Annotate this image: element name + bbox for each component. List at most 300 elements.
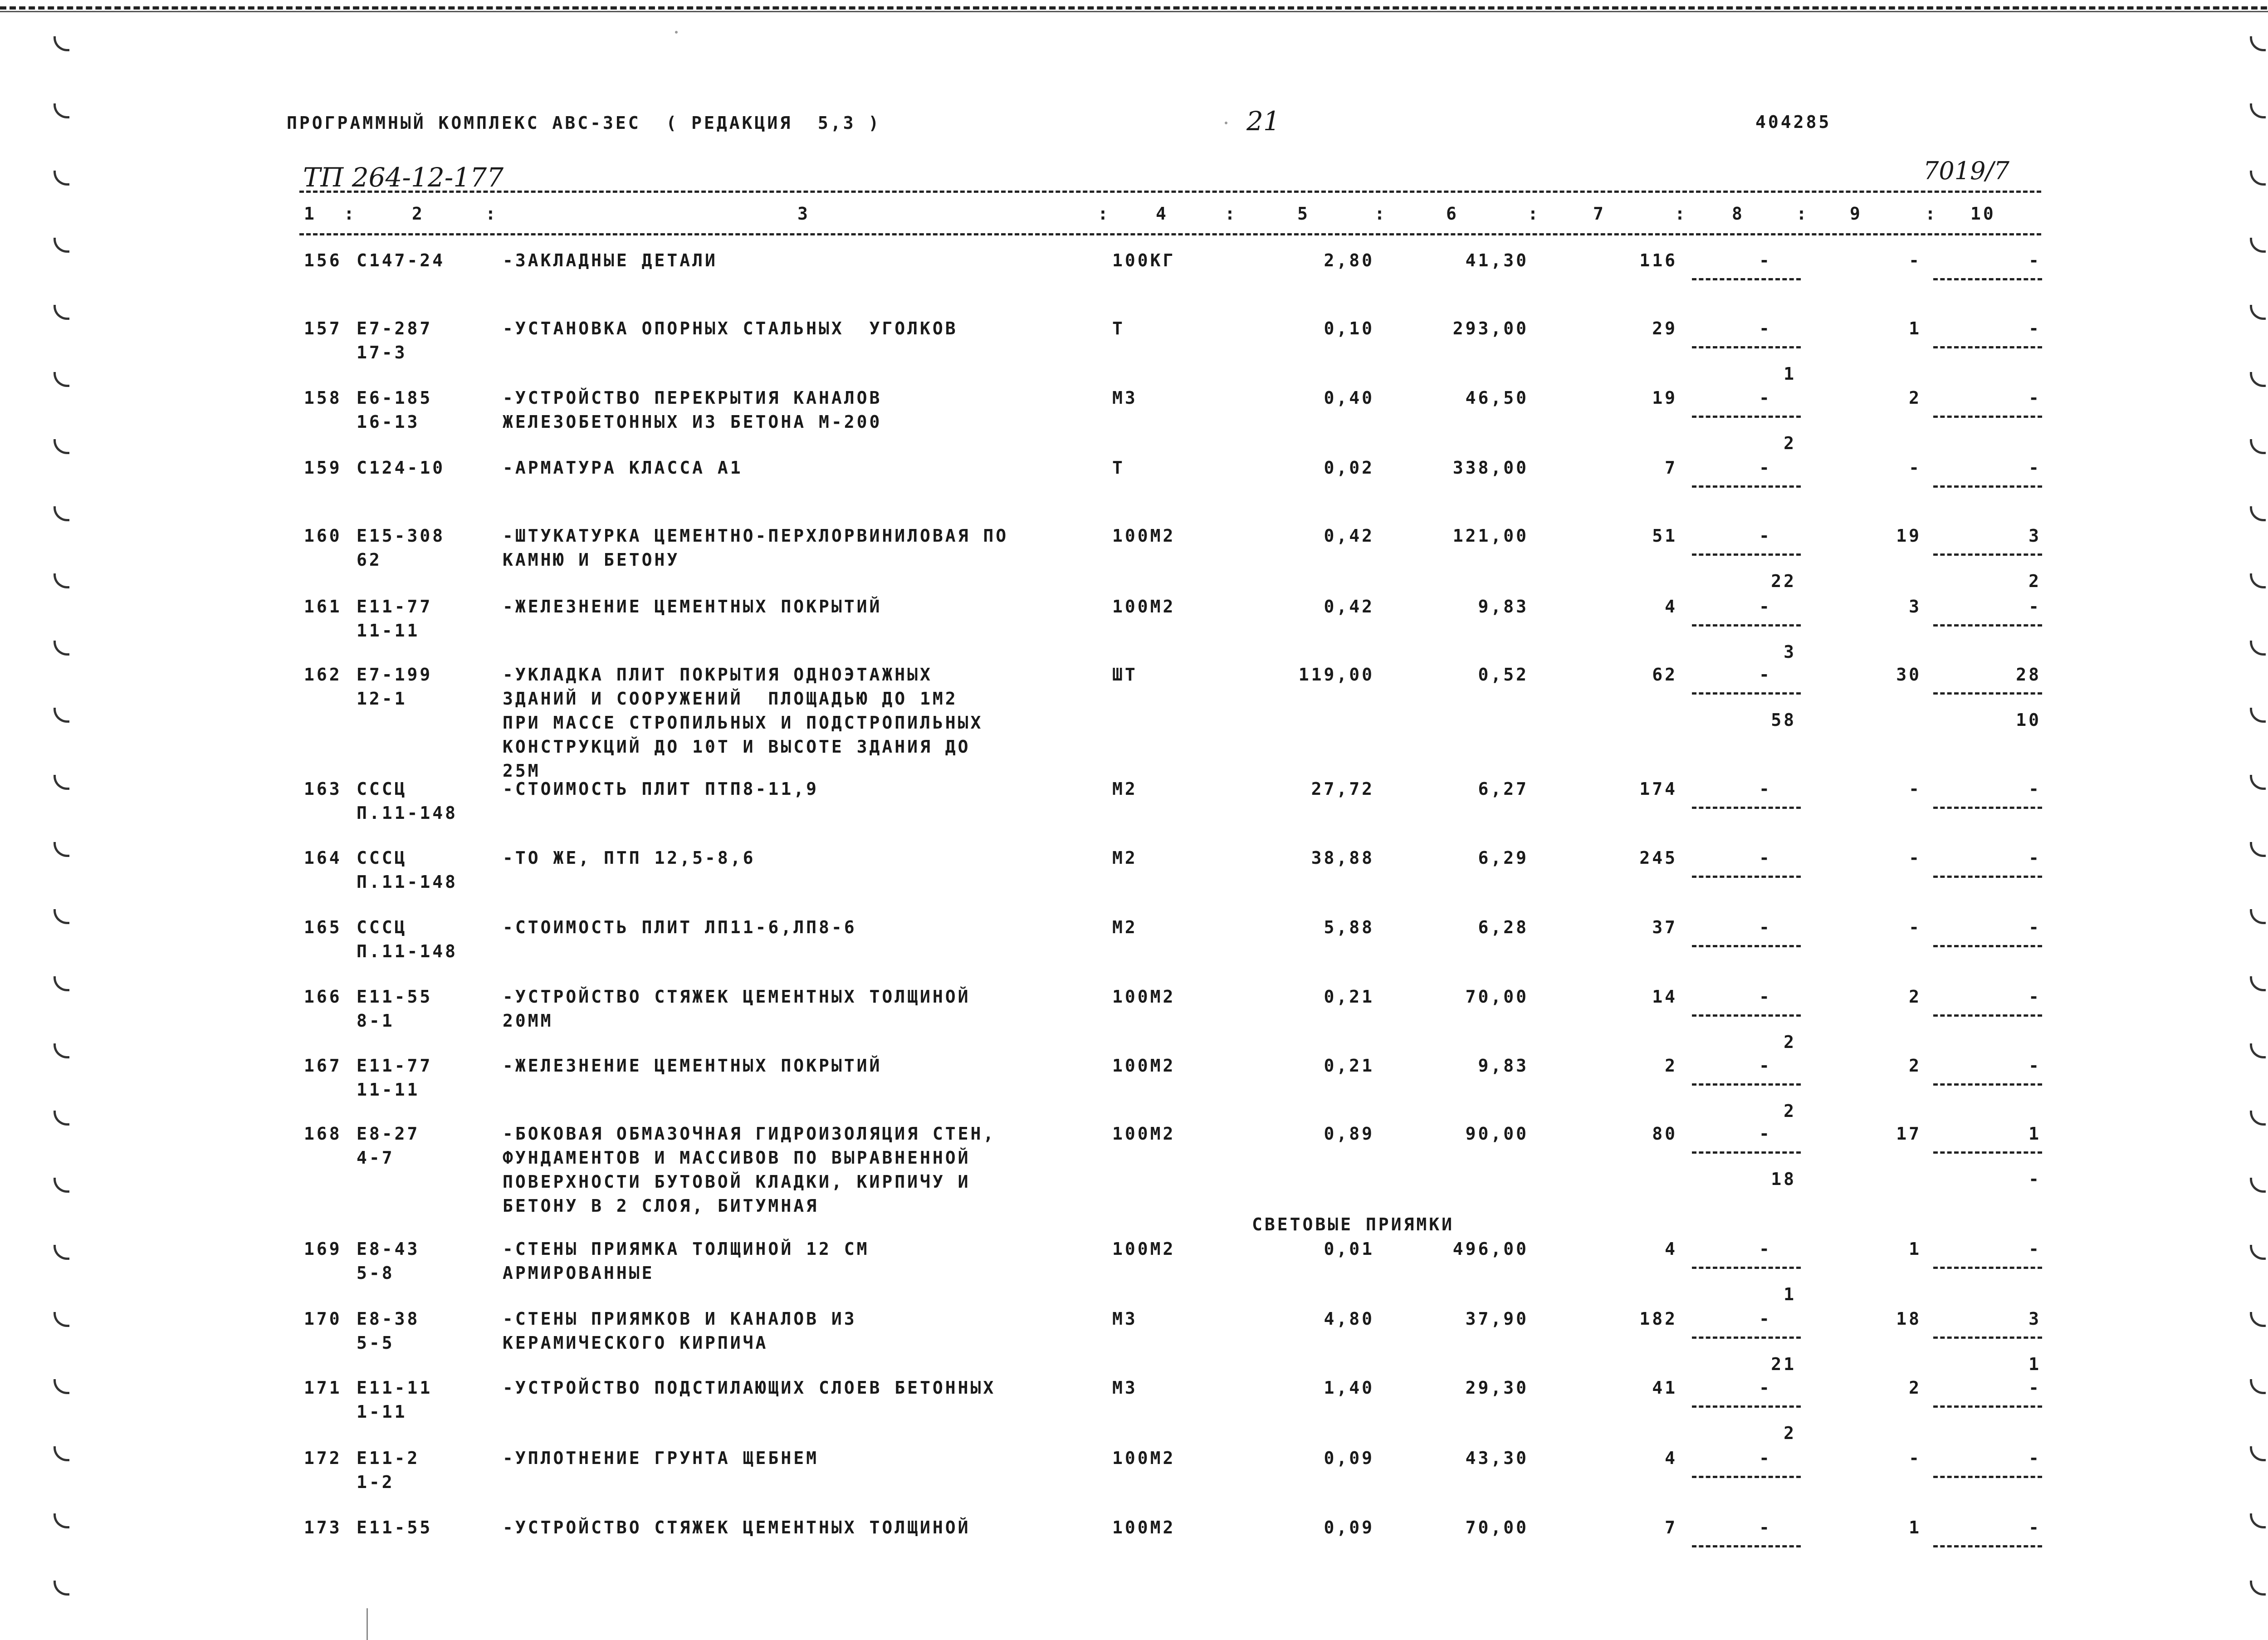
column-header-9: 9 [1850,204,1862,224]
col10-subvalue: 1 [2028,1354,2041,1374]
work-description: -СТЕНЫ ПРИЯМКА ТОЛЩИНОЙ 12 СМ [503,1239,870,1259]
col10-value: - [2028,1056,2041,1076]
unit: 100М2 [1112,526,1176,546]
binder-hole-left [54,842,69,857]
work-description: -УСТРОЙСТВО ПОДСТИЛАЮЩИХ СЛОЕВ БЕТОННЫХ [503,1378,996,1398]
norm-code: С124-10 [357,458,445,478]
binder-hole-right [2250,1379,2266,1394]
norm-code: СССЦ [357,917,407,937]
col8-rule [1692,624,1801,627]
binder-hole-right [2250,1111,2266,1126]
norm-code: Е8-43 [357,1239,420,1259]
col8-rule [1692,278,1801,280]
quantity: 0,42 [1324,526,1374,546]
col10-rule [1933,553,2042,556]
col8-rule [1692,1545,1801,1547]
norm-code: 11-11 [357,621,420,641]
binder-hole-left [54,708,69,723]
norm-code: С147-24 [357,250,445,270]
norm-code: Е7-287 [357,318,433,338]
col10-subvalue: 2 [2028,571,2041,591]
col8-value: - [1759,318,1772,338]
work-description: БЕТОНУ В 2 СЛОЯ, БИТУМНАЯ [503,1196,819,1216]
unit-price: 9,83 [1478,1056,1529,1076]
margin-line [367,1608,368,1640]
work-description: -СТЕНЫ ПРИЯМКОВ И КАНАЛОВ ИЗ [503,1309,857,1329]
unit-price: 90,00 [1465,1124,1529,1144]
work-description: -УСТРОЙСТВО СТЯЖЕК ЦЕМЕНТНЫХ ТОЛЩИНОЙ [503,1518,971,1537]
work-description: -СТОИМОСТЬ ПЛИТ ЛП11-6,ЛП8-6 [503,917,857,937]
binder-hole-right [2250,1581,2266,1596]
unit-price: 46,50 [1465,388,1529,408]
norm-code: Е11-77 [357,597,433,617]
unit-price: 29,30 [1465,1378,1529,1398]
norm-code: Е7-199 [357,665,433,685]
total-cost: 51 [1652,526,1677,546]
binder-hole-left [54,171,69,186]
col9-value: 17 [1896,1124,1921,1144]
binder-hole-left [54,1581,69,1596]
unit: Т [1112,318,1125,338]
unit: 100М2 [1112,1448,1176,1468]
col8-value: - [1759,1239,1772,1259]
binder-hole-right [2250,305,2266,320]
norm-code: Е8-38 [357,1309,420,1329]
col8-subvalue: 2 [1784,1423,1796,1443]
norm-code: Е11-2 [357,1448,420,1468]
unit: 100М2 [1112,1239,1176,1259]
unit: М2 [1112,917,1138,937]
col10-value: - [2028,318,2041,338]
col8-subvalue: 18 [1771,1169,1796,1189]
col8-subvalue: 1 [1784,1284,1796,1304]
total-cost: 29 [1652,318,1677,338]
document-code: 404285 [1755,112,1832,132]
unit: М2 [1112,848,1138,868]
col10-value: - [2028,1448,2041,1468]
binder-hole-right [2250,1312,2266,1327]
col10-subvalue: - [2028,1169,2041,1189]
quantity: 0,09 [1324,1518,1374,1537]
col10-value: - [2028,1518,2041,1537]
col10-value: - [2028,987,2041,1007]
col8-rule [1692,1476,1801,1478]
quantity: 0,42 [1324,597,1374,617]
norm-code: П.11-148 [357,803,458,823]
column-header-5: 5 [1297,204,1310,224]
project-number: ТП 264-12-177 [303,162,504,193]
quantity: 38,88 [1311,848,1374,868]
work-description: ПОВЕРХНОСТИ БУТОВОЙ КЛАДКИ, КИРПИЧУ И [503,1172,971,1192]
total-cost: 2 [1665,1056,1677,1076]
norm-code: 11-11 [357,1080,420,1100]
unit-price: 293,00 [1452,318,1529,338]
binder-hole-right [2250,372,2266,387]
work-description: -ШТУКАТУРКА ЦЕМЕНТНО-ПЕРХЛОРВИНИЛОВАЯ ПО [503,526,1009,546]
work-description: -СТОИМОСТЬ ПЛИТ ПТП8-11,9 [503,779,819,799]
binder-hole-right [2250,1178,2266,1193]
col10-value: - [2028,458,2041,478]
work-description: -УСТАНОВКА ОПОРНЫХ СТАЛЬНЫХ УГОЛКОВ [503,318,958,338]
col10-rule [1933,945,2042,947]
norm-code: 17-3 [357,343,407,362]
binder-hole-left [54,573,69,588]
unit: М2 [1112,779,1138,799]
unit: 100М2 [1112,987,1176,1007]
col10-rule [1933,278,2042,280]
norm-code: 1-11 [357,1402,407,1422]
binder-hole-right [2250,103,2266,118]
col8-value: - [1759,987,1772,1007]
col10-rule [1933,807,2042,809]
norm-code: П.11-148 [357,872,458,892]
total-cost: 7 [1665,458,1677,478]
total-cost: 174 [1639,779,1677,799]
binder-hole-right [2250,976,2266,991]
norm-code: Е6-185 [357,388,433,408]
col8-subvalue: 58 [1771,710,1796,730]
col8-rule [1692,945,1801,947]
row-number: 164 [304,848,342,868]
col8-subvalue: 3 [1784,642,1796,662]
binder-hole-right [2250,171,2266,186]
binder-hole-left [54,103,69,118]
col10-rule [1933,1267,2042,1269]
col8-rule [1692,346,1801,348]
column-header-7: 7 [1593,204,1606,224]
col9-value: 2 [1909,388,1921,408]
col8-subvalue: 21 [1771,1354,1796,1374]
col9-value: 18 [1896,1309,1921,1329]
work-description: -УСТРОЙСТВО СТЯЖЕК ЦЕМЕНТНЫХ ТОЛЩИНОЙ [503,987,971,1007]
norm-code: 62 [357,550,382,570]
col8-value: - [1759,458,1772,478]
column-separator: : [1528,204,1540,224]
col9-value: - [1909,250,1921,270]
col8-value: - [1759,250,1772,270]
col10-rule [1933,876,2042,878]
work-description: 25М [503,761,541,781]
unit-price: 9,83 [1478,597,1529,617]
col10-subvalue: 10 [2016,710,2041,730]
work-description: КЕРАМИЧЕСКОГО КИРПИЧА [503,1333,768,1353]
col9-value: - [1909,917,1921,937]
norm-code: 8-1 [357,1011,395,1031]
row-number: 158 [304,388,342,408]
binder-hole-right [2250,1245,2266,1260]
row-number: 163 [304,779,342,799]
norm-code: П.11-148 [357,941,458,961]
unit: М3 [1112,1309,1138,1329]
col8-subvalue: 22 [1771,571,1796,591]
norm-code: 5-5 [357,1333,395,1353]
quantity: 0,01 [1324,1239,1374,1259]
total-cost: 37 [1652,917,1677,937]
col10-rule [1933,624,2042,627]
unit-price: 43,30 [1465,1448,1529,1468]
col10-value: - [2028,779,2041,799]
paper-edge-line [0,11,2268,12]
unit: Т [1112,458,1125,478]
col10-rule [1933,1476,2042,1478]
unit-price: 6,28 [1478,917,1529,937]
norm-code: СССЦ [357,848,407,868]
col10-value: - [2028,848,2041,868]
binder-hole-left [54,1379,69,1394]
column-separator: : [1374,204,1387,224]
binder-hole-left [54,775,69,790]
total-cost: 182 [1639,1309,1677,1329]
col9-value: - [1909,458,1921,478]
row-number: 166 [304,987,342,1007]
quantity: 0,10 [1324,318,1374,338]
norm-code: Е11-11 [357,1378,433,1398]
work-description: -ЖЕЛЕЗНЕНИЕ ЦЕМЕНТНЫХ ПОКРЫТИЙ [503,597,882,617]
binder-hole-left [54,1111,69,1126]
col9-value: 2 [1909,987,1921,1007]
column-header-8: 8 [1732,204,1745,224]
header-rule-top [299,191,2041,193]
norm-code: Е8-27 [357,1124,420,1144]
col8-rule [1692,692,1801,695]
total-cost: 245 [1639,848,1677,868]
col8-rule [1692,1151,1801,1154]
binder-hole-right [2250,708,2266,723]
binder-hole-left [54,238,69,253]
col10-rule [1933,1083,2042,1086]
binder-hole-right [2250,909,2266,924]
work-description: -УКЛАДКА ПЛИТ ПОКРЫТИЯ ОДНОЭТАЖНЫХ [503,665,933,685]
row-number: 171 [304,1378,342,1398]
work-description: ЖЕЛЕЗОБЕТОННЫХ ИЗ БЕТОНА М-200 [503,412,882,432]
quantity: 0,40 [1324,388,1374,408]
quantity: 27,72 [1311,779,1374,799]
binder-hole-right [2250,439,2266,454]
col8-rule [1692,416,1801,418]
row-number: 159 [304,458,342,478]
col8-rule [1692,807,1801,809]
row-number: 167 [304,1056,342,1076]
page-number: 21 [1246,106,1280,137]
unit-price: 41,30 [1465,250,1529,270]
col8-value: - [1759,1056,1772,1076]
col8-rule [1692,876,1801,878]
norm-code: 5-8 [357,1263,395,1283]
binder-hole-left [54,1513,69,1528]
speck [1225,122,1227,124]
binder-hole-right [2250,573,2266,588]
col10-value: - [2028,917,2041,937]
work-description: -ЖЕЛЕЗНЕНИЕ ЦЕМЕНТНЫХ ПОКРЫТИЙ [503,1056,882,1076]
col8-subvalue: 2 [1784,1032,1796,1052]
col8-value: - [1759,526,1772,546]
work-description: КАМНЮ И БЕТОНУ [503,550,680,570]
unit-price: 6,27 [1478,779,1529,799]
header-rule-bottom [299,233,2041,235]
work-description: АРМИРОВАННЫЕ [503,1263,655,1283]
row-number: 173 [304,1518,342,1537]
work-description: -УСТРОЙСТВО ПЕРЕКРЫТИЯ КАНАЛОВ [503,388,882,408]
total-cost: 19 [1652,388,1677,408]
norm-code: 4-7 [357,1148,395,1168]
binder-hole-right [2250,1043,2266,1058]
binder-hole-left [54,1245,69,1260]
quantity: 1,40 [1324,1378,1374,1398]
binder-hole-left [54,1043,69,1058]
col9-value: 3 [1909,597,1921,617]
column-header-4: 4 [1156,204,1168,224]
work-description: ФУНДАМЕНТОВ И МАССИВОВ ПО ВЫРАВНЕННОЙ [503,1148,971,1168]
unit: 100М2 [1112,1124,1176,1144]
norm-code: Е11-55 [357,987,433,1007]
binder-hole-right [2250,775,2266,790]
norm-code: 12-1 [357,689,407,709]
binder-hole-right [2250,842,2266,857]
col10-value: - [2028,1378,2041,1398]
column-separator: : [1225,204,1237,224]
col8-value: - [1759,1309,1772,1329]
col10-value: 1 [2028,1124,2041,1144]
quantity: 0,09 [1324,1448,1374,1468]
total-cost: 7 [1665,1518,1677,1537]
total-cost: 14 [1652,987,1677,1007]
binder-hole-left [54,1446,69,1461]
unit: ШТ [1112,665,1138,685]
program-header: ПРОГРАММНЫЙ КОМПЛЕКС АВС-3ЕС ( РЕДАКЦИЯ 5,3 ) [287,113,881,133]
column-header-1: 1 [304,204,317,224]
quantity: 0,89 [1324,1124,1374,1144]
unit-price: 338,00 [1452,458,1529,478]
col10-rule [1933,1336,2042,1339]
col9-value: 1 [1909,1239,1921,1259]
col8-value: - [1759,388,1772,408]
total-cost: 80 [1652,1124,1677,1144]
col8-rule [1692,1267,1801,1269]
norm-code: 1-2 [357,1472,395,1492]
work-description: -ЗАКЛАДНЫЕ ДЕТАЛИ [503,250,718,270]
document-reference: 7019/7 [1923,157,2009,185]
unit: 100М2 [1112,597,1176,617]
quantity: 5,88 [1324,917,1374,937]
col8-rule [1692,553,1801,556]
binder-hole-left [54,1178,69,1193]
binder-hole-left [54,641,69,656]
work-description: -УПЛОТНЕНИЕ ГРУНТА ЩЕБНЕМ [503,1448,819,1468]
unit: 100КГ [1112,250,1176,270]
col8-value: - [1759,665,1772,685]
col8-rule [1692,1405,1801,1408]
norm-code: Е15-308 [357,526,445,546]
binder-hole-right [2250,36,2266,51]
norm-code: Е11-55 [357,1518,433,1537]
col8-value: - [1759,597,1772,617]
col8-value: - [1759,917,1772,937]
quantity: 4,80 [1324,1309,1374,1329]
col10-rule [1933,346,2042,348]
binder-hole-right [2250,1446,2266,1461]
norm-code: Е11-77 [357,1056,433,1076]
column-separator: : [485,204,498,224]
quantity: 119,00 [1298,665,1374,685]
row-number: 161 [304,597,342,617]
binder-hole-left [54,1312,69,1327]
row-number: 160 [304,526,342,546]
col9-value: - [1909,779,1921,799]
column-separator: : [1098,204,1110,224]
work-description: -АРМАТУРА КЛАССА А1 [503,458,743,478]
binder-hole-left [54,909,69,924]
binder-hole-left [54,439,69,454]
col8-rule [1692,1083,1801,1086]
col9-value: 19 [1896,526,1921,546]
row-number: 165 [304,917,342,937]
unit-price: 0,52 [1478,665,1529,685]
row-number: 170 [304,1309,342,1329]
col8-subvalue: 1 [1784,364,1796,384]
unit-price: 70,00 [1465,1518,1529,1537]
col10-value: 3 [2028,526,2041,546]
unit-price: 37,90 [1465,1309,1529,1329]
work-description: -БОКОВАЯ ОБМАЗОЧНАЯ ГИДРОИЗОЛЯЦИЯ СТЕН, [503,1124,996,1144]
col10-rule [1933,416,2042,418]
column-separator: : [1796,204,1809,224]
binder-hole-right [2250,238,2266,253]
unit: М3 [1112,388,1138,408]
section-label: СВЕТОВЫЕ ПРИЯМКИ [1252,1214,1455,1234]
row-number: 157 [304,318,342,338]
col9-value: 2 [1909,1056,1921,1076]
col9-value: - [1909,848,1921,868]
column-separator: : [344,204,357,224]
col10-value: - [2028,388,2041,408]
col9-value: 1 [1909,1518,1921,1537]
col8-subvalue: 2 [1784,1101,1796,1121]
col10-rule [1933,1014,2042,1017]
unit: 100М2 [1112,1518,1176,1537]
work-description: ЗДАНИЙ И СООРУЖЕНИЙ ПЛОЩАДЬЮ ДО 1М2 [503,689,958,709]
col10-value: - [2028,250,2041,270]
work-description: -ТО ЖЕ, ПТП 12,5-8,6 [503,848,756,868]
unit: 100М2 [1112,1056,1176,1076]
total-cost: 116 [1639,250,1677,270]
row-number: 168 [304,1124,342,1144]
col8-value: - [1759,779,1772,799]
unit-price: 496,00 [1452,1239,1529,1259]
binder-hole-left [54,36,69,51]
total-cost: 4 [1665,1448,1677,1468]
unit-price: 6,29 [1478,848,1529,868]
total-cost: 41 [1652,1378,1677,1398]
unit-price: 121,00 [1452,526,1529,546]
binder-hole-left [54,372,69,387]
row-number: 169 [304,1239,342,1259]
column-separator: : [1675,204,1687,224]
row-number: 172 [304,1448,342,1468]
col10-rule [1933,1405,2042,1408]
col9-value: 30 [1896,665,1921,685]
norm-code: СССЦ [357,779,407,799]
binder-hole-right [2250,506,2266,521]
norm-code: 16-13 [357,412,420,432]
total-cost: 4 [1665,597,1677,617]
binder-hole-left [54,506,69,521]
col8-value: - [1759,1518,1772,1537]
col8-rule [1692,485,1801,488]
column-header-10: 10 [1970,204,1996,224]
binder-hole-right [2250,1513,2266,1528]
column-separator: : [1925,204,1938,224]
column-header-3: 3 [797,204,810,224]
